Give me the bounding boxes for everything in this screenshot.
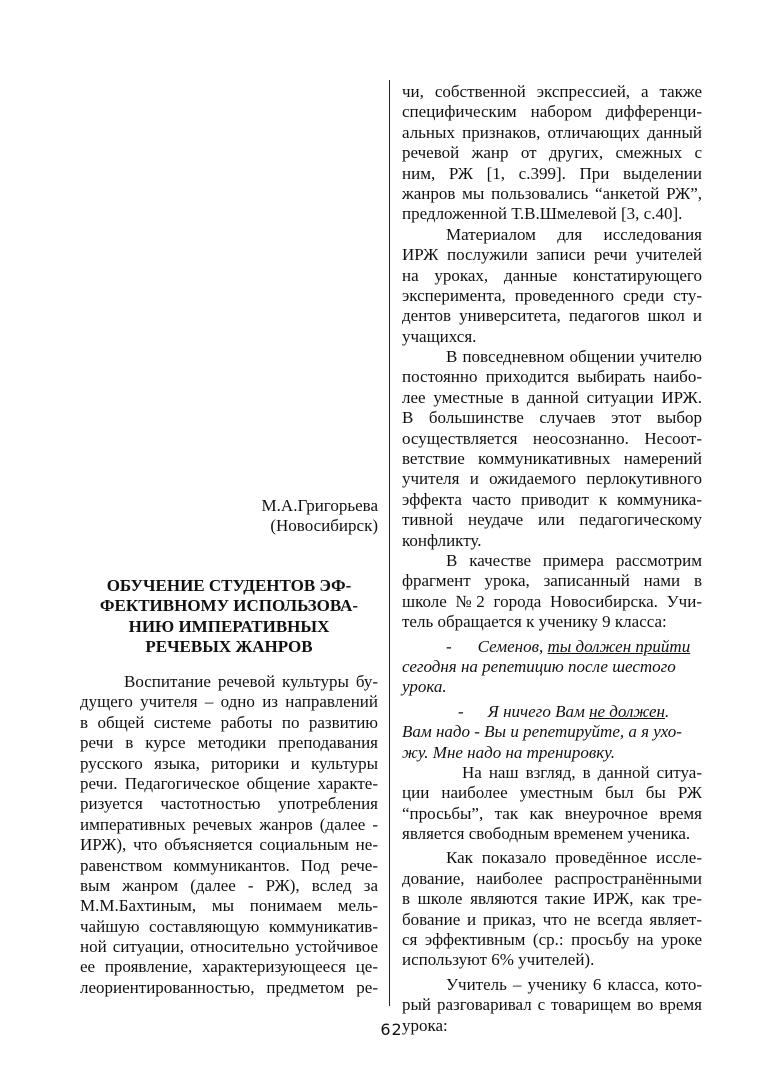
text-line: эффекта часто приводит к коммуника- [402, 489, 702, 509]
text-line: тель обращается к ученику 9 класса: [402, 612, 667, 632]
paragraph [402, 347, 702, 551]
text-line: речи. Педагогическое общение характе- [80, 773, 378, 793]
text-line: учителя и ожидаемого перлокутивного [402, 469, 702, 489]
text-line: ИРЖ), что объясняется социальным не- [80, 835, 378, 855]
text-line: М.М.Бахтиным, мы понимаем мель- [80, 896, 378, 916]
text-line: Вам надо - Вы и репетируйте, а я ухо- [402, 722, 682, 742]
text-line: в общей системе работы по развитию [80, 712, 378, 732]
paragraph [402, 551, 702, 633]
text-line: дущего учителя – одно из направлений [80, 692, 378, 712]
text-line: ним, РЖ [1, с.399]. При выделении [402, 163, 702, 183]
title-line: ОБУЧЕНИЕ СТУДЕНТОВ ЭФ- [106, 576, 352, 595]
author-name: М.А.Григорьева [261, 496, 378, 515]
text-line: дентов университета, педагогов школ и [402, 306, 702, 326]
left-body-text [80, 672, 378, 998]
text-line: учащихся. [402, 326, 477, 346]
text-line: Воспитание речевой культуры бу- [124, 672, 378, 691]
text-line: ся эффективным (ср.: просьбу на уроке [402, 930, 702, 950]
text-line: императивных речевых жанров (далее - [80, 814, 378, 834]
dialogue-dash: - [458, 701, 464, 721]
dialogue-dash: - [446, 636, 452, 656]
text-line: сегодня на репетицию после шестого [402, 656, 676, 676]
title-line: РЕЧЕВЫХ ЖАНРОВ [145, 637, 313, 657]
text-line: ИРЖ послужили записи речи учителей [402, 245, 702, 265]
text-line: “просьбы”, так как внеурочное время [402, 803, 702, 823]
text-line: лее уместные в данной ситуации ИРЖ. [402, 387, 702, 407]
dialogue-text: Семенов, [477, 636, 548, 656]
text-line: жу. Мне надо на тренировку. [402, 742, 615, 762]
text-line: - Я ничего Вам не должен. [458, 701, 670, 721]
right-column [402, 82, 702, 1036]
text-line: равенством коммуникантов. Под рече- [80, 855, 378, 875]
text-line: чи, собственной экспрессией, а также [402, 82, 702, 101]
text-line: на уроках, данные констатирующего [402, 265, 702, 285]
column-divider [389, 80, 390, 1006]
paragraph [402, 82, 702, 225]
underlined-phrase: не должен [589, 701, 665, 721]
paragraph [402, 763, 702, 845]
text-line: рый разговаривал с товарищем во время [402, 995, 702, 1015]
text-line: урока: [402, 1015, 448, 1035]
text-line: постоянно приходится выбирать наибо- [402, 367, 702, 387]
text-line: вым жанром (далее - РЖ), вслед за [80, 875, 378, 895]
text-line: конфликту. [402, 530, 482, 550]
article-title [80, 576, 378, 658]
text-line: ветствие коммуникативных намерений [402, 449, 702, 469]
text-line: предложенной Т.В.Шмелевой [3, с.40]. [402, 204, 683, 224]
text-line [402, 637, 702, 657]
text-line: русского языка, риторики и культуры [80, 753, 378, 773]
text-line: эксперимента, проведенного среди сту- [402, 285, 702, 305]
underlined-phrase: ты должен прийти [547, 636, 691, 656]
dialogue-text: Я ничего Вам [487, 701, 590, 721]
text-line: ции наиболее уместным был бы РЖ [402, 783, 702, 803]
text-line: специфическим набором дифференци- [402, 102, 702, 122]
text-line: речи в курсе методики преподавания [80, 733, 378, 753]
text-line: Материалом для исследования [446, 224, 702, 244]
text-line: ной ситуации, относительно устойчивое [80, 937, 378, 957]
text-line: тивной неудаче или педагогическому [402, 510, 702, 530]
title-line: ФЕКТИВНОМУ ИСПОЛЬЗОВА- [99, 596, 359, 616]
title-line: НИЮ ИМПЕРАТИВНЫХ [128, 616, 330, 636]
text-line: На наш взгляд, в данной ситуа- [462, 762, 702, 782]
text-line: школе №2 города Новосибирска. Учи- [402, 591, 702, 611]
dialogue-line-teacher [402, 637, 702, 698]
text-line: дование, наиболее распространёнными [402, 868, 702, 888]
text-line: речевой жанр от других, смежных с [402, 143, 702, 163]
text-line: жанров мы пользовались “анкетой РЖ”, [402, 183, 702, 203]
text-line: ризуется частотностью употребления [80, 794, 378, 814]
text-line: леориентированностью, предметом ре- [80, 977, 378, 997]
page-number: 62 [380, 1020, 403, 1039]
author-block [80, 496, 378, 537]
author-city: (Новосибирск) [270, 516, 378, 536]
text-line: осуществляется неосознанно. Несоот- [402, 428, 702, 448]
text-line: альных признаков, отличающих данный [402, 122, 702, 142]
paragraph [402, 225, 702, 347]
text-line: используют 6% учителей). [402, 950, 595, 970]
text-line: чайшую составляющую коммуникатив- [80, 916, 378, 936]
text-line: в школе являются такие ИРЖ, как тре- [402, 889, 702, 909]
text-line: Учитель – ученику 6 класса, кото- [446, 974, 702, 994]
text-line: урока. [402, 677, 447, 697]
text-line: фрагмент урока, записанный нами в [402, 571, 702, 591]
dialogue-line-student [402, 702, 702, 763]
text-line: Как показало проведённое иссле- [446, 848, 702, 868]
paragraph [402, 848, 702, 970]
text-line: является свободным временем ученика. [402, 824, 691, 844]
text-line: В повседневном общении учителю [446, 347, 702, 367]
text-line: бование и приказ, что не всегда являет- [402, 909, 702, 929]
text-line: В большинстве случаев этот выбор [402, 408, 702, 428]
text-line: В качестве примера рассмотрим [446, 550, 702, 570]
text-line: ее проявление, характеризующееся це- [80, 957, 378, 977]
